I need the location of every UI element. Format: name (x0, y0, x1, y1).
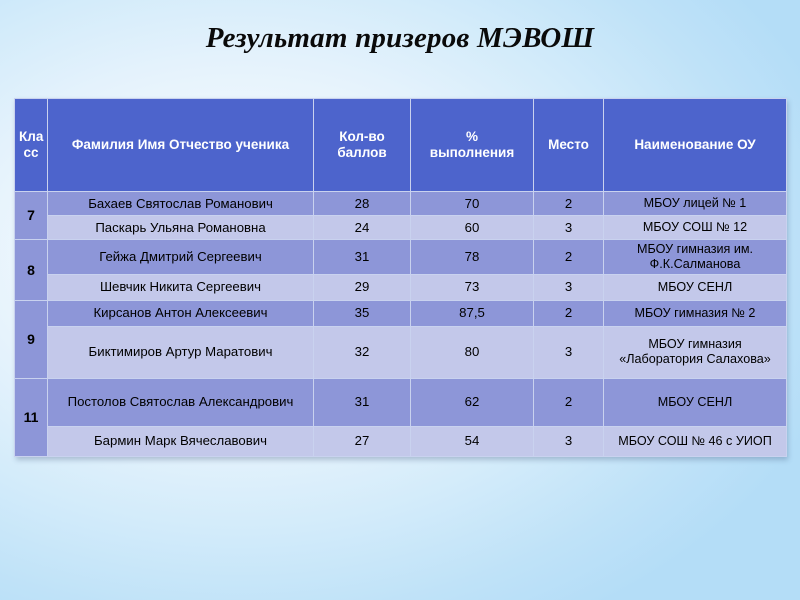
cell-student-name: Бармин Марк Вячеславович (48, 426, 314, 456)
page-title: Результат призеров МЭВОШ (205, 22, 595, 54)
table-row (15, 300, 787, 326)
cell-points: 32 (314, 326, 411, 378)
table-row (15, 192, 787, 216)
cell-student-name: Биктимиров Артур Маратович (48, 326, 314, 378)
cell-percent: 70 (411, 192, 534, 216)
cell-points: 29 (314, 274, 411, 300)
cell-percent: 73 (411, 274, 534, 300)
cell-place: 2 (534, 192, 604, 216)
table-row (15, 378, 787, 426)
cell-class: 7 (15, 192, 48, 240)
column-header-percent (411, 99, 534, 192)
cell-points: 31 (314, 378, 411, 426)
cell-school: МБОУ гимназия им. Ф.К.Салманова (604, 240, 787, 275)
cell-class: 11 (15, 378, 48, 456)
column-header-name: Фамилия Имя Отчество ученика (48, 99, 314, 192)
cell-school: МБОУ гимназия «Лаборатория Салахова» (604, 326, 787, 378)
cell-percent: 54 (411, 426, 534, 456)
cell-points: 31 (314, 240, 411, 275)
results-table (14, 98, 787, 457)
cell-school: МБОУ СОШ № 46 с УИОП (604, 426, 787, 456)
column-header-percent-line1: % (465, 129, 478, 145)
table-body (15, 192, 787, 457)
cell-place: 2 (534, 300, 604, 326)
cell-points: 24 (314, 216, 411, 240)
cell-student-name: Шевчик Никита Сергеевич (48, 274, 314, 300)
cell-place: 3 (534, 326, 604, 378)
header-row (15, 99, 787, 192)
cell-points: 35 (314, 300, 411, 326)
cell-school: МБОУ СЕНЛ (604, 274, 787, 300)
cell-place: 3 (534, 426, 604, 456)
cell-student-name: Гейжа Дмитрий Сергеевич (48, 240, 314, 275)
cell-school: МБОУ СЕНЛ (604, 378, 787, 426)
results-table-container (14, 98, 786, 457)
cell-school: МБОУ СОШ № 12 (604, 216, 787, 240)
cell-class: 9 (15, 300, 48, 378)
cell-place: 2 (534, 378, 604, 426)
cell-student-name: Паскарь Ульяна Романовна (48, 216, 314, 240)
cell-school: МБОУ гимназия № 2 (604, 300, 787, 326)
cell-percent: 87,5 (411, 300, 534, 326)
cell-school: МБОУ лицей № 1 (604, 192, 787, 216)
table-row (15, 326, 787, 378)
table-row (15, 240, 787, 275)
table-row (15, 216, 787, 240)
column-header-class-line1: Кла (19, 129, 44, 145)
cell-percent: 78 (411, 240, 534, 275)
column-header-class-line2: сс (23, 145, 39, 160)
cell-class: 8 (15, 240, 48, 301)
cell-percent: 60 (411, 216, 534, 240)
cell-place: 3 (534, 274, 604, 300)
cell-points: 28 (314, 192, 411, 216)
column-header-percent-line2: выполнения (429, 145, 515, 160)
column-header-points: Кол-во баллов (314, 99, 411, 192)
cell-student-name: Постолов Святослав Александрович (48, 378, 314, 426)
cell-percent: 62 (411, 378, 534, 426)
cell-points: 27 (314, 426, 411, 456)
column-header-class (15, 99, 48, 192)
cell-place: 2 (534, 240, 604, 275)
column-header-place: Место (534, 99, 604, 192)
column-header-school: Наименование ОУ (604, 99, 787, 192)
table-row (15, 426, 787, 456)
cell-percent: 80 (411, 326, 534, 378)
cell-place: 3 (534, 216, 604, 240)
cell-student-name: Кирсанов Антон Алексеевич (48, 300, 314, 326)
table-row (15, 274, 787, 300)
table-header (15, 99, 787, 192)
cell-student-name: Бахаев Святослав Романович (48, 192, 314, 216)
